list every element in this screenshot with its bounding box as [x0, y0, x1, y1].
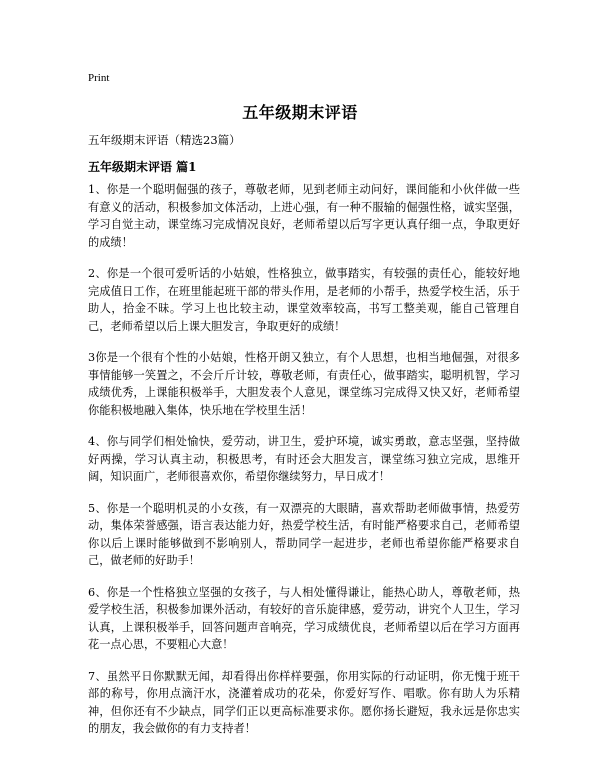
paragraph: 2、你是一个很可爱听话的小姑娘，性格独立，做事踏实，有较强的责任心，能较好地完成值日工作，在班里能起班干部的带头作用，是老师的小帮手，热爱学校生活，乐于助人，拾金不昧。学习上也比较主动，课堂效率较高，书写工整美观，能自己管理自己，老师希望以后上课大胆发言，争取更好的成绩！: [88, 267, 520, 333]
paragraph: 3你是一个很有个性的小姑娘，性格开朗又独立，有个人思想，也相当地倔强，对很多事情能够一笑置之，不会斤斤计较，尊敬老师，有责任心，做事踏实，聪明机智，学习成绩优秀，上课能积极举手，大胆发表个人意见，课堂练习完成得又快又好，老师希望你能积极地融入集体，快乐地在学校里生活！: [88, 351, 520, 417]
print-link[interactable]: Print: [88, 72, 110, 84]
paragraph: 5、你是一个聪明机灵的小女孩，有一双漂亮的大眼睛，喜欢帮助老师做事情，热爱劳动，集体荣誉感强，语言表达能力好，热爱学校生活，有时能严格要求自己，老师希望你以后上课时能够做到不影响别人，帮助同学一起进步，老师也希望你能严格要求自己，做老师的好助手！: [88, 501, 520, 567]
section-heading: 五年级期末评语 篇1: [88, 160, 197, 174]
content-body: [88, 181, 520, 752]
paragraph: 1、你是一个聪明倔强的孩子，尊敬老师，见到老师主动问好，课间能和小伙伴做一些有意义的活动，积极参加文体活动，上进心强，有一种不服输的倔强性格，诚实坚强，学习自觉主动，课堂练习完成情况良好，老师希望以后写字更认真仔细一点，争取更好的成绩！: [88, 183, 520, 249]
paragraph: 4、你与同学们相处愉快，爱劳动，讲卫生，爱护环境，诚实勇敢，意志坚强，坚持做好两操，学习认真主动，积极思考，有时还会大胆发言，课堂练习独立完成，思维开阔，知识面广，老师很喜欢你，希望你继续努力，早日成才！: [88, 435, 520, 483]
paragraph: 7、虽然平日你默默无闻，却看得出你样样要强，你用实际的行动证明，你无愧于班干部的称号，你用点滴汗水，浇灌着成功的花朵，你爱好写作、唱歌。你有助人为乐精神，但你还有不少缺点，同学们正以更高标准要求你。愿你扬长避短，我永远是你忠实的朋友，我会做你的有力支持者！: [88, 669, 520, 735]
paragraph: 6、你是一个性格独立坚强的女孩子，与人相处懂得谦让，能热心助人，尊敬老师，热爱学校生活，积极参加课外活动，有较好的音乐旋律感，爱劳动，讲究个人卫生，学习认真，上课积极举手，回答问题声音响亮，学习成绩优良，老师希望以后在学习方面再花一点心思，不要粗心大意！: [88, 585, 520, 651]
page-title: 五年级期末评语: [242, 103, 358, 122]
document-subtitle: 五年级期末评语（精选23篇）: [88, 133, 241, 147]
